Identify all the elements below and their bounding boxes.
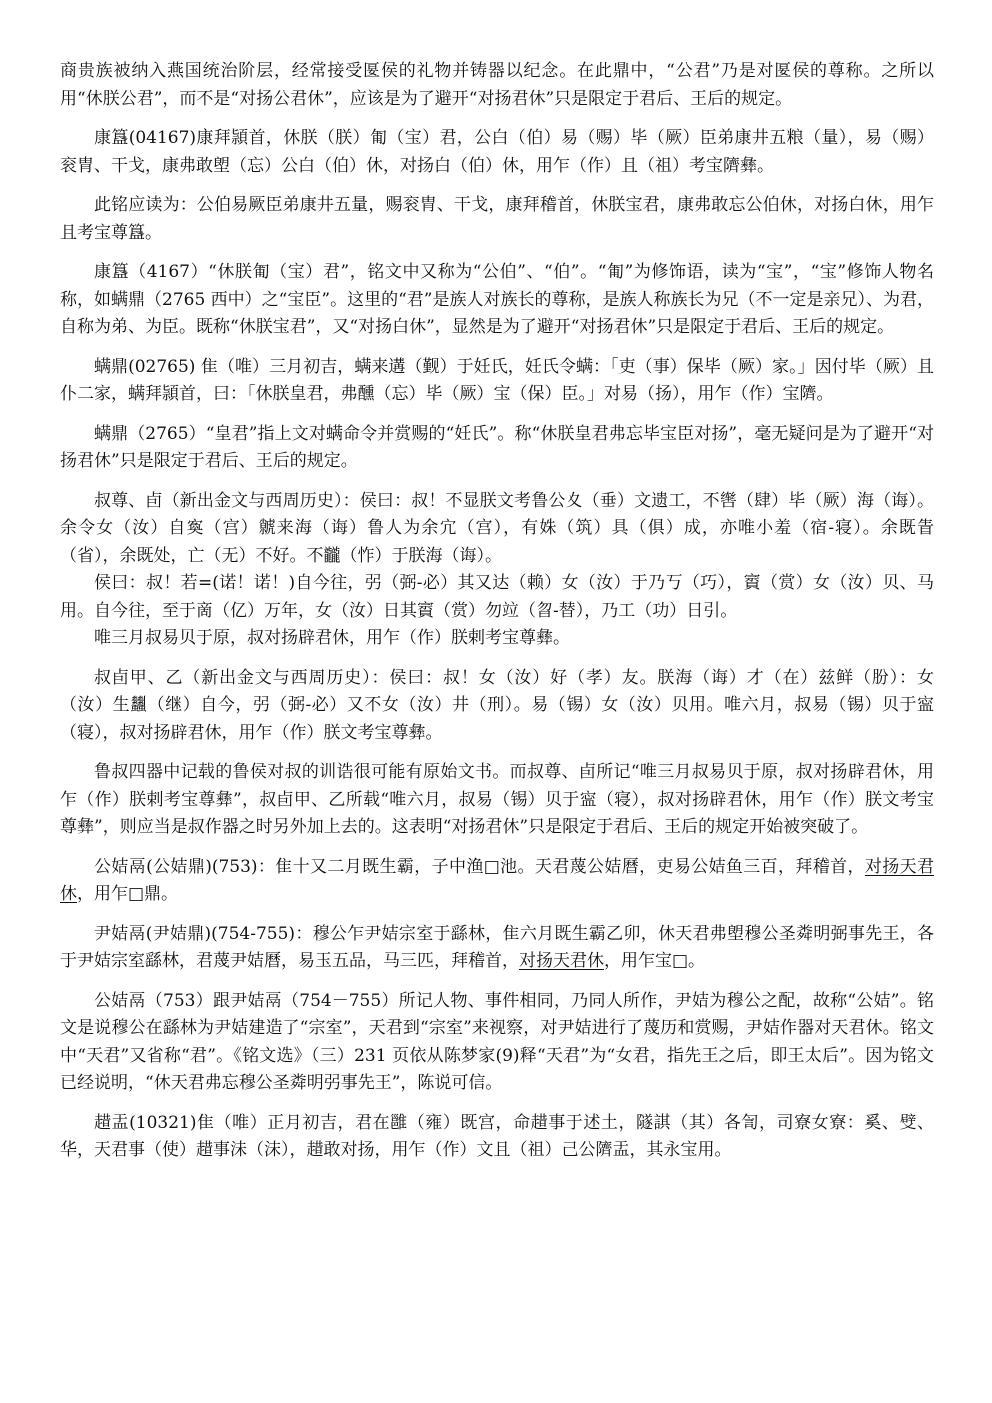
paragraph-text: ，用乍□鼎。	[77, 884, 179, 904]
paragraph: 唯三月叔易贝于原，叔对扬辟君休，用乍（作）朕剌考宝尊彝。	[94, 628, 570, 648]
paragraph: 公姞鬲（753）跟尹姞鬲（754－755）所记人物、事件相同，乃同人所作，尹姞为穆公之配，故称“公姞”。铭文是说穆公在繇林为尹姞建造了“宗室”，天君到“宗室”来视察，对尹姞进行了蔑历和赏赐，尹姞作器对天君休。铭文中“天君”又省称“君”。《铭文选》（三）231 页依从陈梦家(9)释“天君”为“女君，指先王之后，即王太后”。因为铭文已经说明，“休天君弗忘穆公圣粦明弜事先王”，陈说可信。	[60, 990, 934, 1093]
paragraph: 趞盂(10321)隹（唯）正月初吉，君在雝（雍）既宫，命趞事于述土，隧諆（其）各訇，司寮女寮：奚、䢃、华，天君事（使）趞事沬（沫），趞敢对扬，用乍（作）文且（祖）己公隮盂，其永宝用。	[60, 1112, 934, 1160]
paragraph: 侯曰：叔！若=(诺！诺！)自今往，弜（弼-必）其又达（赖）女（汝）于乃丂（巧），賨（赏）女（汝）贝、马用。自今往，至于啇（亿）万年，女（汝）日其賨（赏）勿竝（曶-替），乃工（功）日引。	[60, 573, 934, 621]
paragraph: 商贵族被纳入燕国统治阶层，经常接受匽侯的礼物并铸器以纪念。在此鼎中，“公君”乃是对匽侯的尊称。之所以用“休朕公君”，而不是“对扬公君休”，应该是为了避开“对扬君休”只是限定于君后、王后的规定。	[60, 61, 934, 109]
paragraph: 康簋(04167)康拜頴首，休朕（朕）匍（宝）君，公白（伯）易（赐）毕（厥）臣弟康井五粮（量），易（赐）衮胄、干戈，康弗敢塱（忘）公白（伯）休，对扬白（伯）休，用乍（作）且（祖）考宝隮彝。	[60, 128, 934, 176]
paragraph: 此铭应读为：公伯易厥臣弟康井五量，赐衮胄、干戈，康拜稽首，休朕宝君，康弗敢忘公伯休，对扬白休，用乍且考宝尊簋。	[60, 195, 934, 243]
paragraph: 叔卣甲、乙（新出金文与西周历史）：侯曰：叔！女（汝）好（孝）友。朕海（诲）才（在）兹鲜（朌）：女（汝）生蠿（继）自今，弜（弼-必）又不女（汝）井（刑）。易（锡）女（汝）贝用。唯六月，叔易（锡）贝于寍（寝），叔对扬辟君休，用乍（作）朕文考宝尊彝。	[60, 667, 934, 743]
paragraph: 螨鼎（2765）“皇君”指上文对螨命令并赏赐的“妊氏”。称“休朕皇君弗忘毕宝臣对扬”，毫无疑问是为了避开“对扬君休”只是限定于君后、王后的规定。	[60, 423, 934, 471]
paragraph-text: ，用乍宝□。	[604, 951, 706, 971]
paragraph	[60, 921, 934, 976]
paragraph-text: 公姞鬲(公姞鼎)(753)：隹十又二月既生霸，子中渔□池。天君蔑公姞曆，吏易公姞鱼三百，拜稽首，	[94, 856, 865, 877]
underlined-phrase: 对扬天君休	[60, 856, 934, 904]
paragraph: 螨鼎(02765) 隹（唯）三月初吉，螨来遘（觐）于妊氏，妊氏令螨：「吏（事）保毕（厥）家。」因付毕（厥）且仆二家，螨拜頴首，曰：「休朕皇君，弗醺（忘）毕（厥）宝（保）臣。」对易（扬），用乍（作）宝隮。	[60, 356, 934, 404]
paragraph: 鲁叔四器中记载的鲁侯对叔的训诰很可能有原始文书。而叔尊、卣所记“唯三月叔易贝于原，叔对扬辟君休，用乍（作）朕剌考宝尊彝”，叔卣甲、乙所载“唯六月，叔易（锡）贝于寍（寝），叔对扬辟君休，用乍（作）朕文考宝尊彝”，则应当是叔作器之时另外加上去的。这表明“对扬君休”只是限定于君后、王后的规定开始被突破了。	[60, 762, 934, 837]
underlined-phrase: 对扬天君休	[519, 951, 604, 971]
paragraph: 叔尊、卣（新出金文与西周历史）：侯曰：叔！不显朕文考鲁公夊（垂）文遗工，不辔（肆）毕（厥）海（诲）。余令女（汝）自寏（宫）虩来海（诲）鲁人为余宂（宫），有姝（筑）具（俱）成，亦唯小羞（宿-寝）。余既眚（省），余既处，亡（无）不好。不龖（怍）于朕海（诲）。	[60, 490, 934, 566]
paragraph-text: 尹姞鬲(尹姞鼎)(754-755)：穆公乍尹姞宗室于繇林，隹六月既生霸乙卯，休天君弗塱穆公圣粦明弼事先王，各于尹姞宗室繇林，君蔑尹姞曆，易玉五品，马三匹，拜稽首，	[60, 923, 934, 971]
paragraph	[60, 854, 934, 909]
paragraph: 康簋（4167）“休朕匍（宝）君”，铭文中又称为“公伯”、“伯”。“匍”为修饰语，读为“宝”，“宝”修饰人物名称，如螨鼎（2765 西中）之“宝臣”。这里的“君”是族人对族长的尊称，是族人称族长为兄（不一定是亲兄）、为君，自称为弟、为臣。既称“休朕宝君”，又“对扬白休”，显然是为了避开“对扬君休”只是限定于君后、王后的规定。	[60, 262, 934, 337]
